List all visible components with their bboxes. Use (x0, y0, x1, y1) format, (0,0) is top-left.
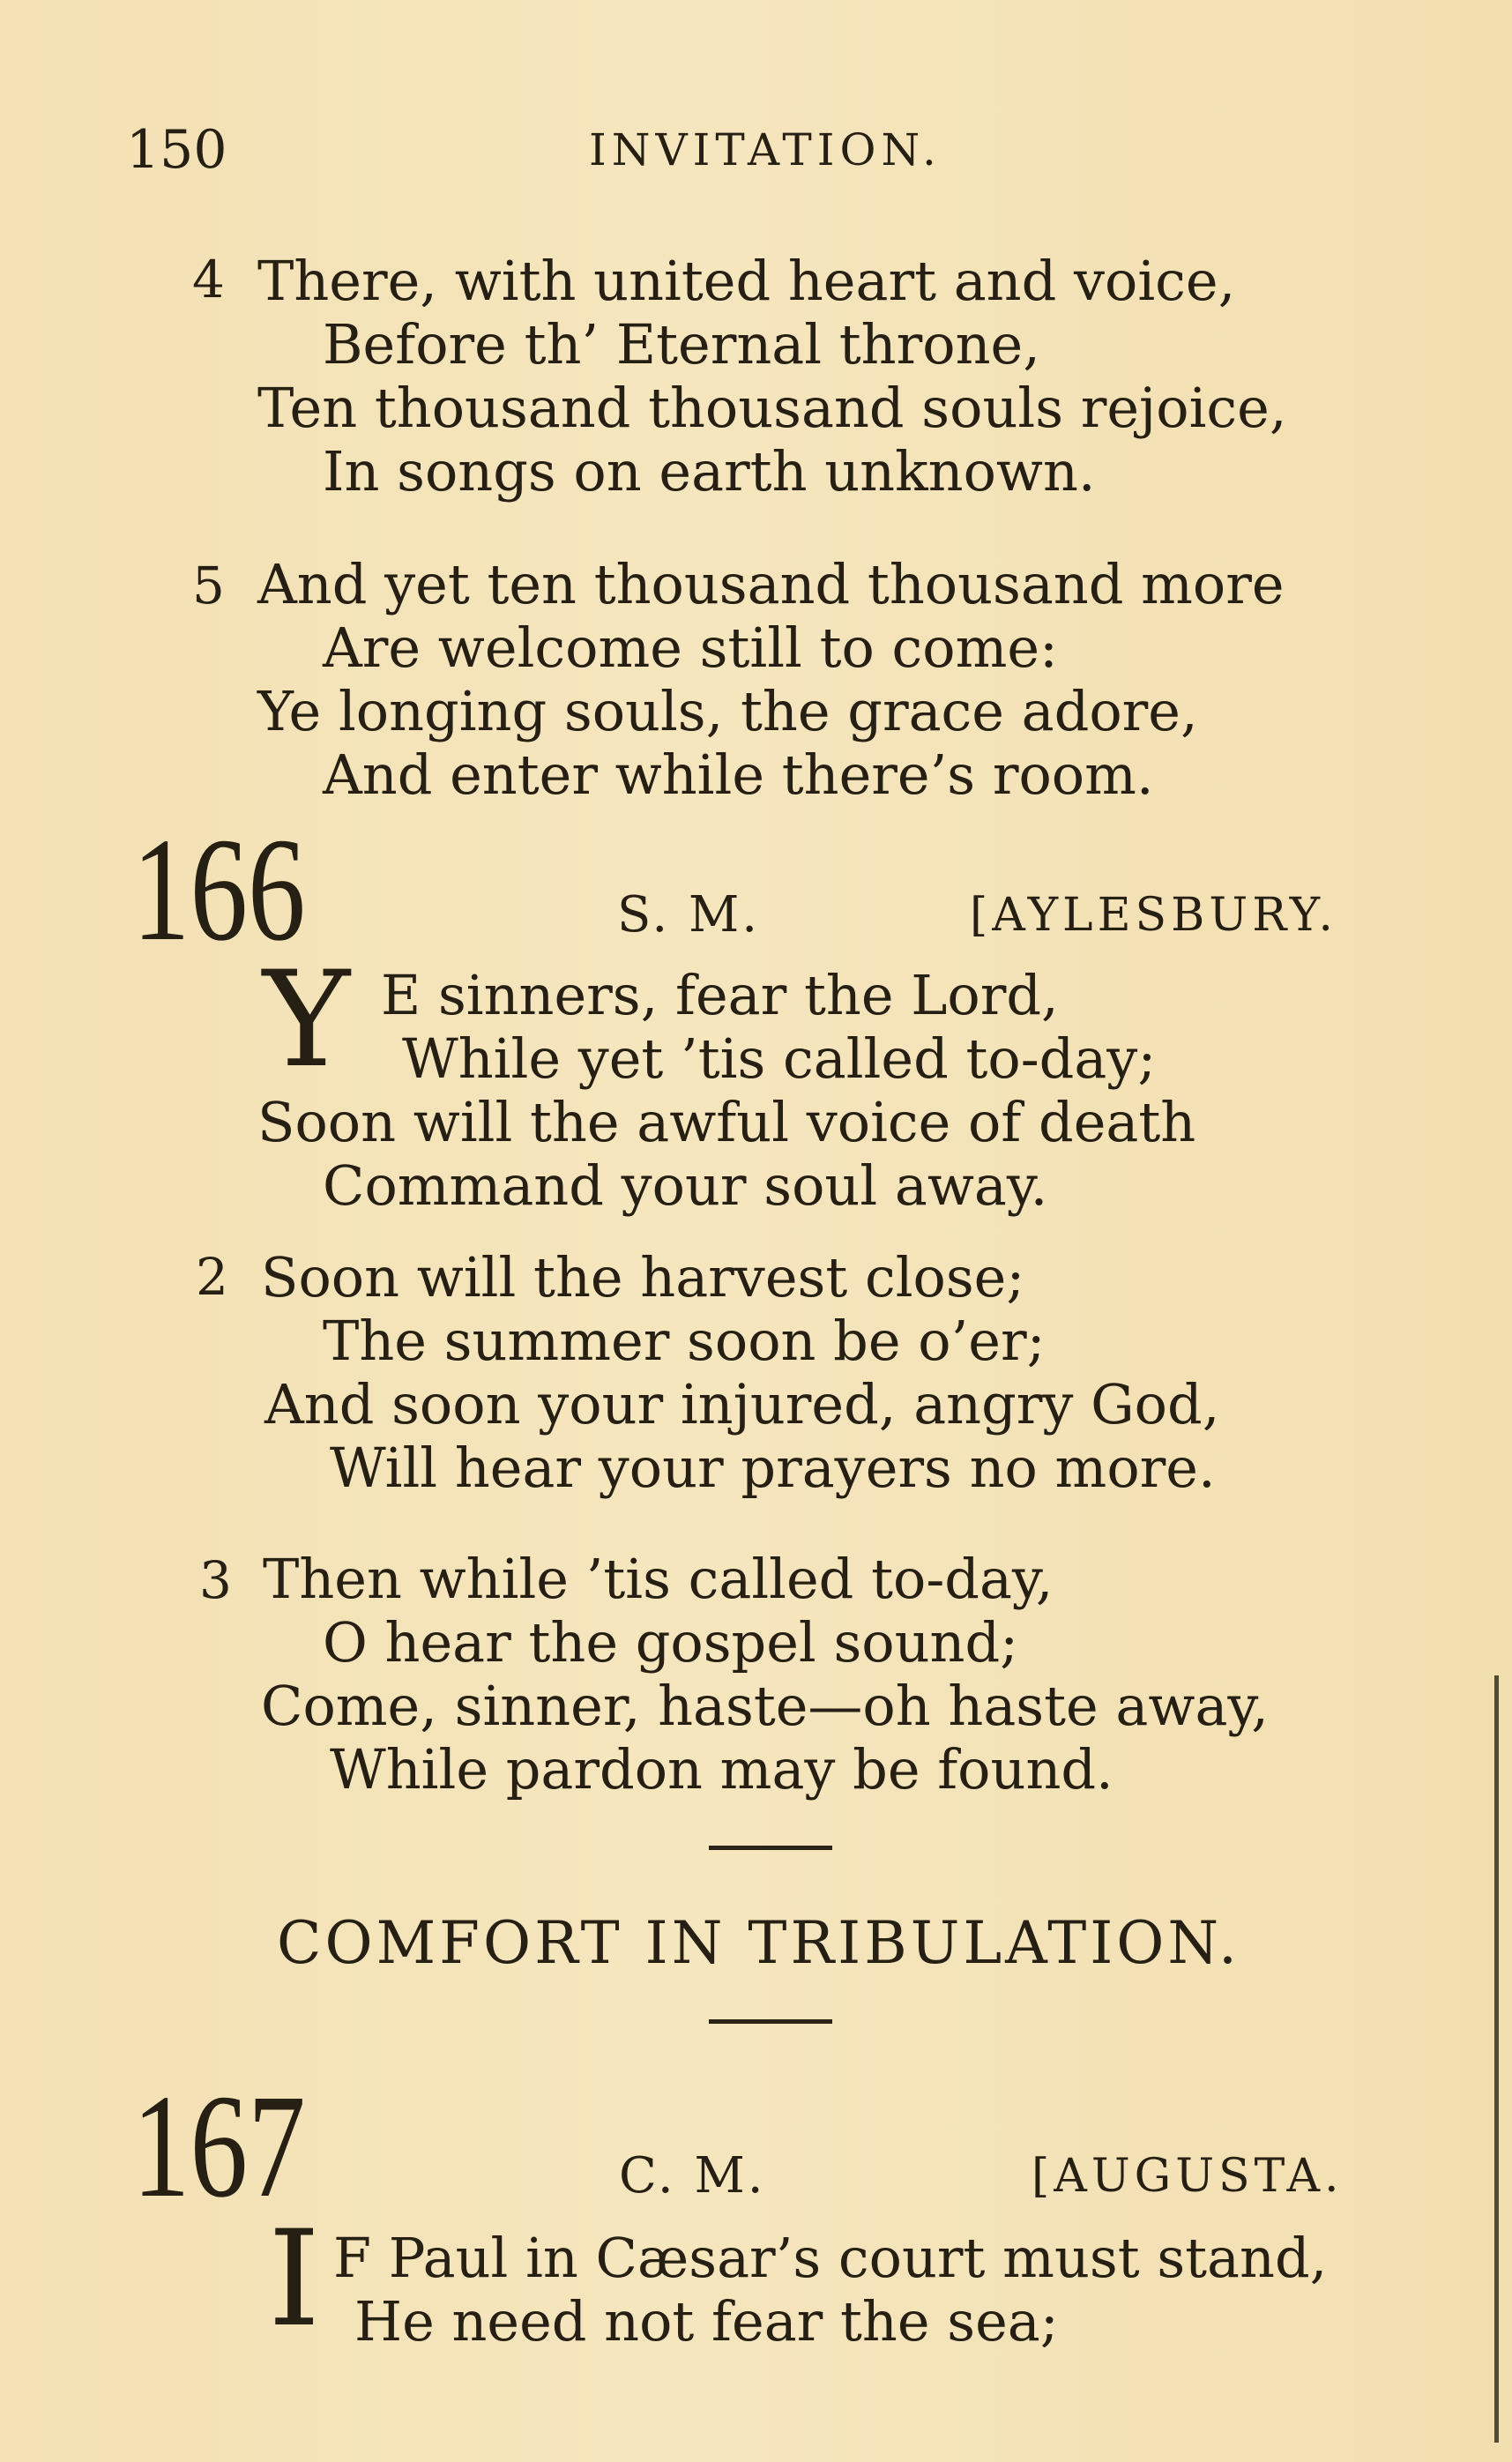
verse-line: There, with united heart and voice, (257, 249, 1236, 313)
page-header (0, 119, 1512, 190)
page-edge-shadow (1494, 1675, 1499, 2443)
tune-name: [AYLESBURY. (970, 889, 1337, 942)
verse-line: Before th’ Eternal throne, (323, 312, 1040, 377)
page-number: 150 (126, 119, 227, 181)
verse-line: Come, sinner, haste—oh haste away, (261, 1674, 1269, 1738)
verse-line: While yet ’tis called to-day; (402, 1026, 1157, 1091)
verse-line: Ye longing souls, the grace adore, (257, 679, 1198, 743)
verse-line: The summer soon be o’er; (323, 1309, 1046, 1373)
verse-line: And yet ten thousand thousand more (257, 552, 1285, 616)
verse-line: Command your soul away. (323, 1153, 1048, 1218)
verse-line: E sinners, fear the Lord, (381, 963, 1059, 1027)
verse-line: F Paul in Cæsar’s court must stand, (333, 2226, 1328, 2290)
stanza-number: 3 (199, 1550, 232, 1610)
verse-line: He need not fear the sea; (354, 2289, 1059, 2354)
divider-rule (709, 2019, 832, 2024)
verse-line: Soon will the awful voice of death (257, 1090, 1196, 1154)
stanza-number: 5 (192, 556, 225, 616)
verse-line: Are welcome still to come: (323, 616, 1058, 680)
verse-line: In songs on earth unknown. (323, 439, 1096, 504)
verse-line: And enter while there’s room. (323, 742, 1154, 807)
hymn-number: 166 (132, 808, 306, 972)
verse-line: Will hear your prayers no more. (330, 1436, 1216, 1500)
hymn-meter: S. M. (617, 886, 761, 944)
hymn-meter: C. M. (619, 2147, 766, 2205)
drop-cap: Y (263, 944, 351, 1097)
running-title: INVITATION. (589, 124, 942, 175)
section-heading: COMFORT IN TRIBULATION. (277, 1909, 1240, 1977)
verse-line: O hear the gospel sound; (323, 1610, 1019, 1675)
divider-rule (709, 1846, 832, 1850)
stanza-number: 2 (196, 1247, 228, 1307)
hymn-number: 167 (132, 2064, 306, 2228)
verse-line: Ten thousand thousand souls rejoice, (257, 376, 1287, 440)
verse-line: Soon will the harvest close; (261, 1245, 1025, 1309)
stanza-number: 4 (192, 250, 225, 310)
verse-line: And soon your injured, angry God, (264, 1372, 1220, 1436)
verse-line: While pardon may be found. (330, 1737, 1114, 1802)
drop-cap: I (268, 2203, 321, 2356)
verse-line: Then while ’tis called to-day, (263, 1547, 1054, 1611)
tune-name: [AUGUSTA. (1032, 2150, 1344, 2203)
